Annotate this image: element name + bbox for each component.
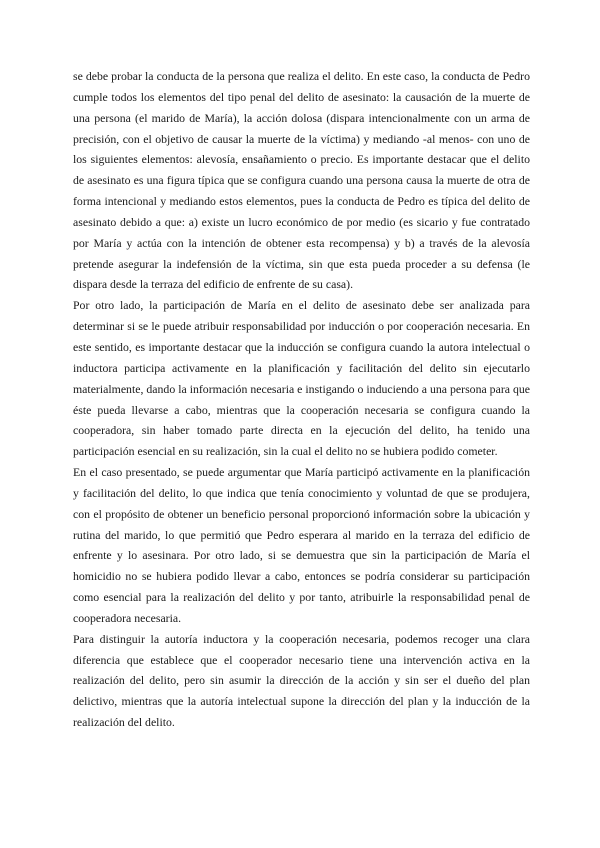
paragraph-case-argument: En el caso presentado, se puede argumentar que María participó activamente en la planificación y facilitación del delito, lo que indica que tenía conocimiento y voluntad de que se produjera, con el propósito de obtener un beneficio personal proporcionó información sobre la ubicación y rutina del marido, lo que permitió que Pedro esperara al marido en la terraza del edificio de enfrente y lo asesinara. Por otro lado, si se demuestra que sin la participación de María el homicidio no se hubiera podido llevar a cabo, entonces se podría considerar su participación como esencial para la realización del delito y por tanto, atribuirle la responsabilidad penal de cooperadora necesaria. xyxy=(73,465,530,625)
paragraph-asesinato-elements: se debe probar la conducta de la persona que realiza el delito. En este caso, la conducta de Pedro cumple todos los elementos del tipo penal del delito de asesinato: la causación de la muerte de una persona (el marido de María), la acción dolosa (dispara intencionalmente con un arma de precisión, con el objetivo de causar la muerte de la víctima) y mediando -al menos- con uno de los siguientes elementos: alevosía, ensañamiento o precio. Es importante destacar que el delito de asesinato es una figura típica que se configura cuando una persona causa la muerte de otra de forma intencional y mediando estos elementos, pues la conducta de Pedro es típica del delito de asesinato debido a que: a) existe un lucro económico de por medio (es sicario y fue contratado por María y actúa con la intención de obtener esta recompensa) y b) a través de la alevosía pretende asegurar la indefensión de la víctima, sin que esta pueda proceder a su defensa (le dispara desde la terraza del edificio de enfrente de su casa). xyxy=(73,69,530,292)
paragraph-maria-participation: Por otro lado, la participación de María en el delito de asesinato debe ser analizada para determinar si se le puede atribuir responsabilidad por inducción o por cooperación necesaria. En este sentido, es importante destacar que la inducción se configura cuando la autora intelectual o inductora participa activamente en la planificación y facilitación del delito sin ejecutarlo materialmente, dando la información necesaria e instigando o induciendo a una persona para que éste pueda llevarse a cabo, mientras que la cooperación necesaria se configura cuando la cooperadora, sin haber tomado parte directa en la ejecución del delito, ha tenido una participación esencial en su realización, sin la cual el delito no se hubiera podido cometer. xyxy=(73,298,530,459)
paragraph-distinction: Para distinguir la autoría inductora y la cooperación necesaria, podemos recoger una clara diferencia que establece que el cooperador necesario tiene una intervención activa en la realización del delito, pero sin asumir la dirección de la acción y sin ser el dueño del plan delictivo, mientras que la autoría intelectual supone la dirección del plan y la inducción de la realización del delito. xyxy=(73,631,530,730)
document-body xyxy=(73,66,530,733)
